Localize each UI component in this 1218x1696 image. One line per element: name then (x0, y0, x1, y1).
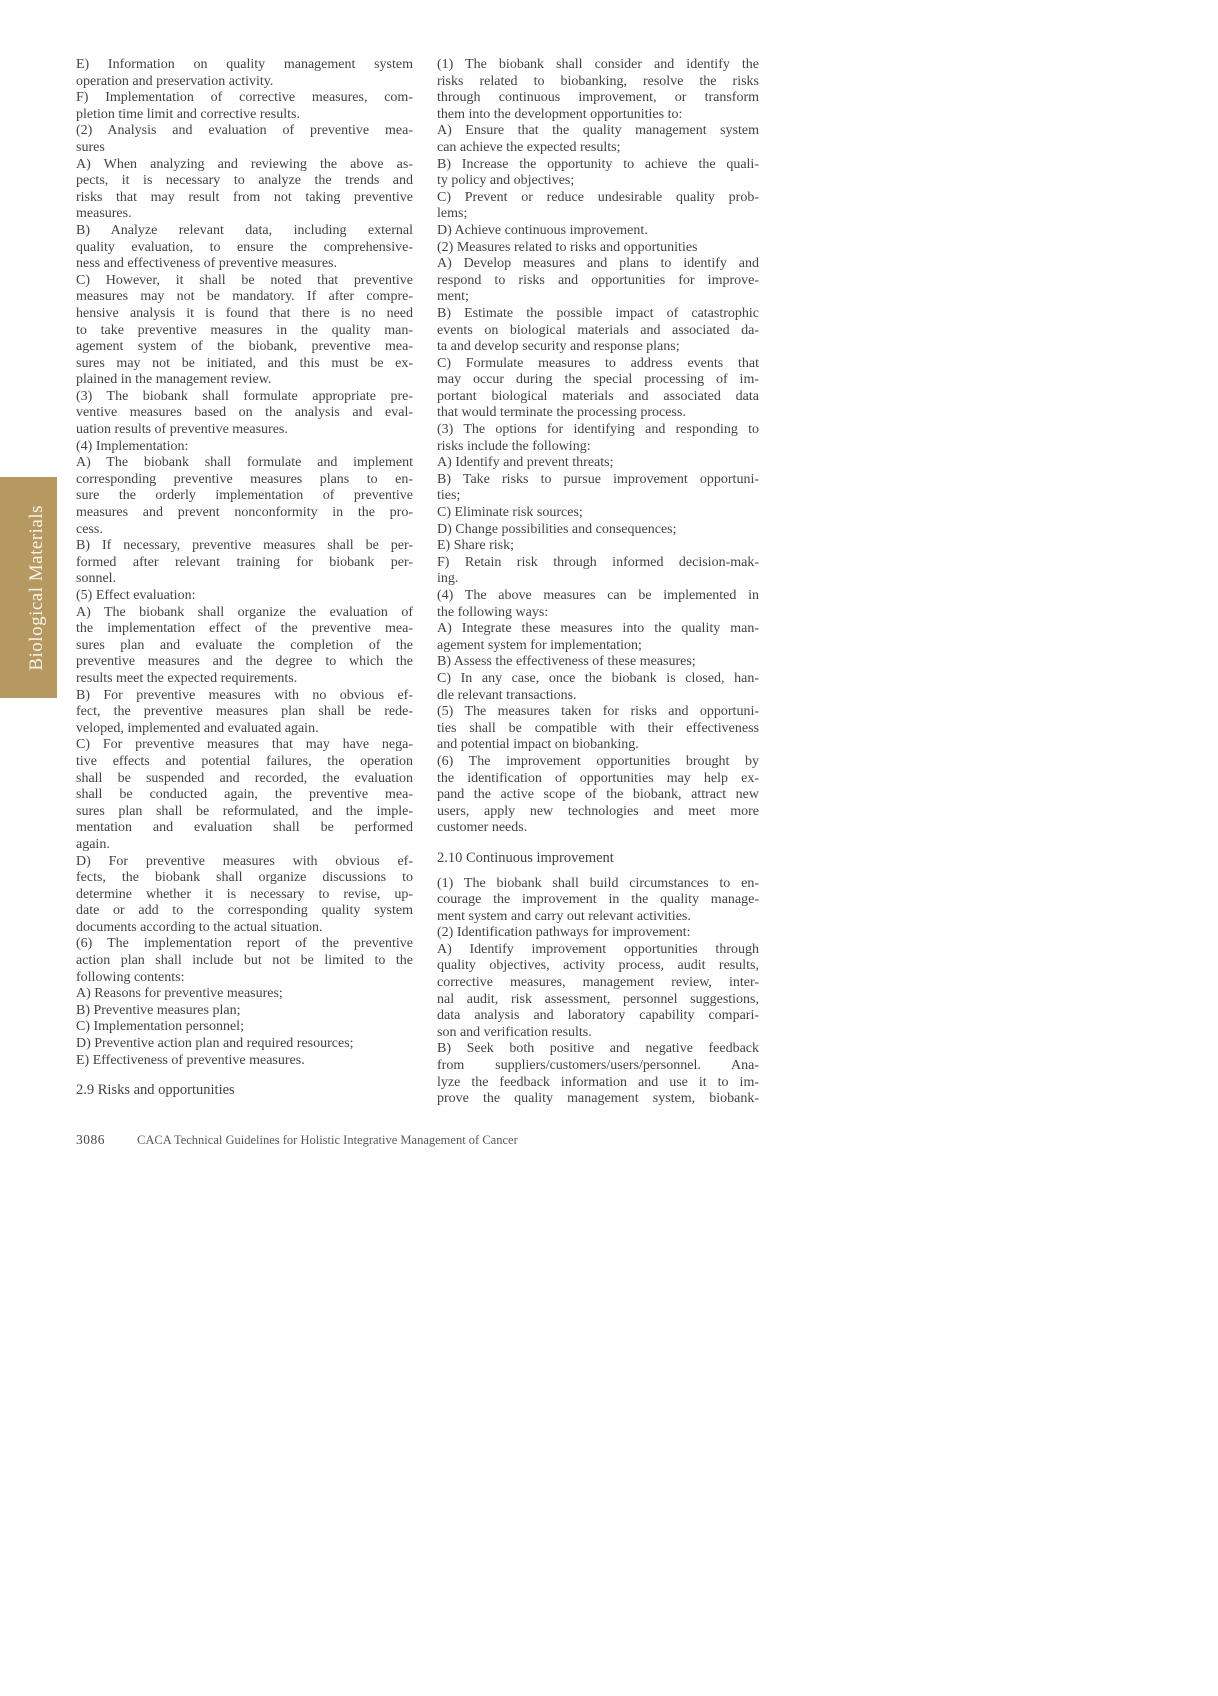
paragraph (437, 621, 759, 654)
text-line: B) Analyze relevant data, including external (76, 222, 413, 238)
text-line: (3) The options for identifying and responding to (437, 422, 759, 438)
text-line: results meet the expected requirements. (76, 670, 298, 686)
section-heading: 2.9 Risks and opportunities (76, 1082, 235, 1099)
text-line: (4) Implementation: (76, 438, 189, 454)
chapter-side-tab-label: Biological Materials (25, 504, 47, 671)
text-line: B) Increase the opportunity to achieve the quali- (437, 156, 759, 172)
text-line: A) Identify improvement opportunities through (437, 941, 759, 957)
paragraph (76, 455, 413, 538)
paragraph (76, 90, 413, 123)
text-line: ties shall be compatible with their effectiveness (437, 720, 759, 736)
paragraph (437, 306, 759, 356)
page-footer (76, 1131, 518, 1149)
text-line: customer needs. (437, 820, 528, 836)
text-line: risks that may result from not taking preventive (76, 189, 413, 205)
text-line: tive effects and potential failures, the operation (76, 753, 413, 769)
paragraph (437, 754, 759, 837)
text-line: B) Assess the effectiveness of these measures; (437, 654, 696, 670)
text-line: A) The biobank shall formulate and implement (76, 455, 413, 471)
text-line: pand the active scope of the biobank, attract new (437, 787, 759, 803)
text-line: D) Achieve continuous improvement. (437, 222, 648, 238)
paragraph (437, 455, 759, 472)
text-line: measures may not be mandatory. If after compre- (76, 289, 413, 305)
text-line: A) The biobank shall organize the evaluation of (76, 604, 413, 620)
text-line: quality objectives, activity process, audit results, (437, 958, 759, 974)
text-line: action plan shall include but not be limited to the (76, 953, 413, 969)
text-line: A) Ensure that the quality management system (437, 123, 759, 139)
paragraph (437, 157, 759, 190)
text-line: agement system of the biobank, preventive mea- (76, 339, 413, 355)
text-column-right (437, 57, 759, 1108)
text-line: (4) The above measures can be implemented in (437, 588, 759, 603)
text-line: C) However, it shall be noted that preventive (76, 272, 413, 288)
text-line: D) Preventive action plan and required resources; (76, 1036, 354, 1052)
paragraph (76, 936, 413, 986)
text-line: them into the development opportunities to: (437, 106, 683, 122)
text-line: C) Implementation personnel; (76, 1019, 244, 1035)
text-line: pects, it is necessary to analyze the trends and (76, 173, 413, 189)
text-line: portant biological materials and associated data (437, 388, 759, 404)
paragraph (76, 223, 413, 273)
paragraph (437, 522, 759, 539)
text-line: shall be suspended and recorded, the evaluation (76, 770, 413, 786)
text-line: D) For preventive measures with obvious ef- (76, 853, 413, 869)
text-line: fect, the preventive measures plan shall be rede- (76, 704, 413, 720)
text-line: the implementation effect of the preventive mea- (76, 621, 413, 637)
paragraph (437, 671, 759, 704)
text-line: mentation and evaluation shall be performed (76, 820, 413, 836)
text-line: sures (76, 139, 105, 155)
text-line: can achieve the expected results; (437, 139, 621, 155)
text-column-left (76, 57, 413, 1108)
text-line: sonnel. (76, 571, 117, 587)
paragraph (76, 273, 413, 389)
text-line: (2) Identification pathways for improvement: (437, 925, 691, 941)
text-line: fects, the biobank shall organize discussions to (76, 870, 413, 886)
text-line: the identification of opportunities may help ex- (437, 770, 759, 786)
paragraph (437, 704, 759, 754)
text-line: A) Integrate these measures into the quality man- (437, 621, 759, 637)
paragraph (76, 1036, 413, 1053)
paragraph (437, 123, 759, 156)
paragraph (437, 505, 759, 522)
section-heading: 2.10 Continuous improvement (437, 849, 614, 866)
text-line: ing. (437, 571, 459, 587)
text-line: ment; (437, 289, 469, 305)
text-line: measures. (76, 206, 132, 222)
paragraph (76, 157, 413, 223)
paragraph (437, 942, 759, 1042)
paragraph (76, 439, 413, 456)
text-line: corrective measures, management review, inter- (437, 975, 759, 991)
text-line: D) Change possibilities and consequences; (437, 521, 677, 537)
text-line: prove the quality management system, biobank- (437, 1091, 759, 1107)
text-line: respond to risks and opportunities for improve- (437, 272, 759, 288)
text-line: lyze the feedback information and use it to im- (437, 1074, 759, 1090)
text-line: B) Preventive measures plan; (76, 1002, 241, 1018)
text-line: B) Seek both positive and negative feedback (437, 1041, 759, 1057)
text-line: again. (76, 836, 110, 852)
paragraph (437, 356, 759, 422)
text-line: A) When analyzing and reviewing the above as- (76, 156, 413, 172)
paragraph (76, 588, 413, 605)
text-line: determine whether it is necessary to revise, up- (76, 886, 413, 902)
text-line: uation results of preventive measures. (76, 422, 288, 438)
text-line: C) Formulate measures to address events that (437, 355, 759, 371)
text-line: (1) The biobank shall build circumstances to en- (437, 875, 759, 891)
text-line: risks related to biobanking, resolve the risks (437, 73, 759, 89)
text-line: (6) The implementation report of the preventive (76, 936, 413, 952)
text-line: (1) The biobank shall consider and identify the (437, 57, 759, 72)
text-line: sures may not be initiated, and this must be ex- (76, 355, 413, 371)
paragraph (76, 605, 413, 688)
text-line: son and verification results. (437, 1024, 592, 1040)
text-line: C) Prevent or reduce undesirable quality prob- (437, 189, 759, 205)
text-line: A) Reasons for preventive measures; (76, 986, 283, 1002)
text-line: ty policy and objectives; (437, 173, 575, 189)
text-line: formed after relevant training for biobank per- (76, 554, 413, 570)
text-line: measures and prevent nonconformity in the pro- (76, 505, 413, 521)
text-line: C) For preventive measures that may have nega- (76, 737, 413, 753)
text-line: ness and effectiveness of preventive measures. (76, 256, 337, 272)
paragraph (437, 472, 759, 505)
text-line: pletion time limit and corrective results. (76, 106, 300, 122)
text-line: events on biological materials and associated da- (437, 322, 759, 338)
paragraph (76, 688, 413, 738)
paragraph (437, 555, 759, 588)
paragraph (76, 123, 413, 156)
paragraph (76, 538, 413, 588)
text-line: ta and develop security and response plans; (437, 339, 680, 355)
paragraph (437, 588, 759, 621)
text-line: users, apply new technologies and meet more (437, 803, 759, 819)
text-line: sures plan and evaluate the completion of the (76, 637, 413, 653)
text-line: B) Take risks to pursue improvement opportuni- (437, 471, 759, 487)
text-line: hensive analysis it is found that there is no need (76, 305, 413, 321)
paragraph (437, 538, 759, 555)
text-line: agement system for implementation; (437, 637, 642, 653)
text-line: C) In any case, once the biobank is closed, han- (437, 670, 759, 686)
paragraph (76, 737, 413, 853)
paragraph (437, 223, 759, 240)
text-line: courage the improvement in the quality manage- (437, 892, 759, 908)
paragraph (437, 422, 759, 455)
text-line: sures plan shall be reformulated, and the imple- (76, 803, 413, 819)
text-line: cess. (76, 521, 103, 537)
text-line: (2) Measures related to risks and opportunities (437, 239, 698, 255)
paragraph (437, 57, 759, 123)
text-line: plained in the management review. (76, 372, 272, 388)
text-line: risks include the following: (437, 438, 591, 454)
text-line: and potential impact on biobanking. (437, 737, 639, 753)
text-line: A) Identify and prevent threats; (437, 455, 614, 471)
text-line: through continuous improvement, or transform (437, 90, 759, 106)
text-line: sure the orderly implementation of preventive (76, 488, 413, 504)
paragraph (76, 1003, 413, 1020)
text-line: preventive measures and the degree to which the (76, 654, 413, 670)
text-line: corresponding preventive measures plans to en- (76, 471, 413, 487)
paragraph (437, 256, 759, 306)
text-line: veloped, implemented and evaluated again. (76, 720, 319, 736)
text-line: B) For preventive measures with no obvious ef- (76, 687, 413, 703)
text-line: E) Information on quality management system (76, 57, 413, 72)
text-line: may occur during the special processing of im- (437, 372, 759, 388)
text-line: lems; (437, 206, 468, 222)
paragraph (437, 1041, 759, 1107)
text-line: to take preventive measures in the quality man- (76, 322, 413, 338)
text-line: F) Retain risk through informed decision-mak- (437, 554, 759, 570)
text-line: F) Implementation of corrective measures, com- (76, 90, 413, 106)
paragraph (437, 654, 759, 671)
chapter-side-tab (0, 477, 57, 698)
text-line: (5) The measures taken for risks and opportuni- (437, 704, 759, 720)
text-line: following contents: (76, 969, 185, 985)
text-line: shall be conducted again, the preventive mea- (76, 787, 413, 803)
paragraph (437, 190, 759, 223)
text-line: dle relevant transactions. (437, 687, 577, 703)
text-line: the following ways: (437, 604, 549, 620)
paragraph (76, 57, 413, 90)
text-line: E) Effectiveness of preventive measures. (76, 1052, 305, 1068)
text-line: date or add to the corresponding quality system (76, 903, 413, 919)
text-line: (2) Analysis and evaluation of preventive mea- (76, 123, 413, 139)
text-line: (6) The improvement opportunities brought by (437, 753, 759, 769)
text-line: B) If necessary, preventive measures shall be per- (76, 538, 413, 554)
paragraph (76, 854, 413, 937)
text-line: B) Estimate the possible impact of catastrophic (437, 305, 759, 321)
text-line: data analysis and laboratory capability compari- (437, 1008, 759, 1024)
text-line: quality evaluation, to ensure the comprehensive- (76, 239, 413, 255)
page-number: 3086 (76, 1132, 105, 1147)
text-line: nal audit, risk assessment, personnel suggestions, (437, 991, 759, 1007)
paragraph (437, 925, 759, 942)
paragraph (437, 240, 759, 257)
paragraph (76, 1019, 413, 1036)
text-line: A) Develop measures and plans to identify and (437, 256, 759, 272)
text-line: from suppliers/customers/users/personnel. Ana- (437, 1058, 759, 1074)
paragraph (437, 876, 759, 926)
text-line: ventive measures based on the analysis and eval- (76, 405, 413, 421)
text-line: documents according to the actual situation. (76, 919, 323, 935)
text-line: (5) Effect evaluation: (76, 588, 196, 603)
text-line: operation and preservation activity. (76, 73, 274, 89)
text-line: C) Eliminate risk sources; (437, 505, 583, 521)
paragraph (76, 1053, 413, 1070)
text-line: (3) The biobank shall formulate appropriate pre- (76, 388, 413, 404)
text-line: that would terminate the processing process. (437, 405, 686, 421)
text-line: ties; (437, 488, 461, 504)
paragraph (76, 986, 413, 1003)
text-line: E) Share risk; (437, 538, 514, 554)
text-line: ment system and carry out relevant activities. (437, 908, 691, 924)
paragraph (76, 389, 413, 439)
running-title: CACA Technical Guidelines for Holistic Integrative Management of Cancer (137, 1133, 518, 1147)
